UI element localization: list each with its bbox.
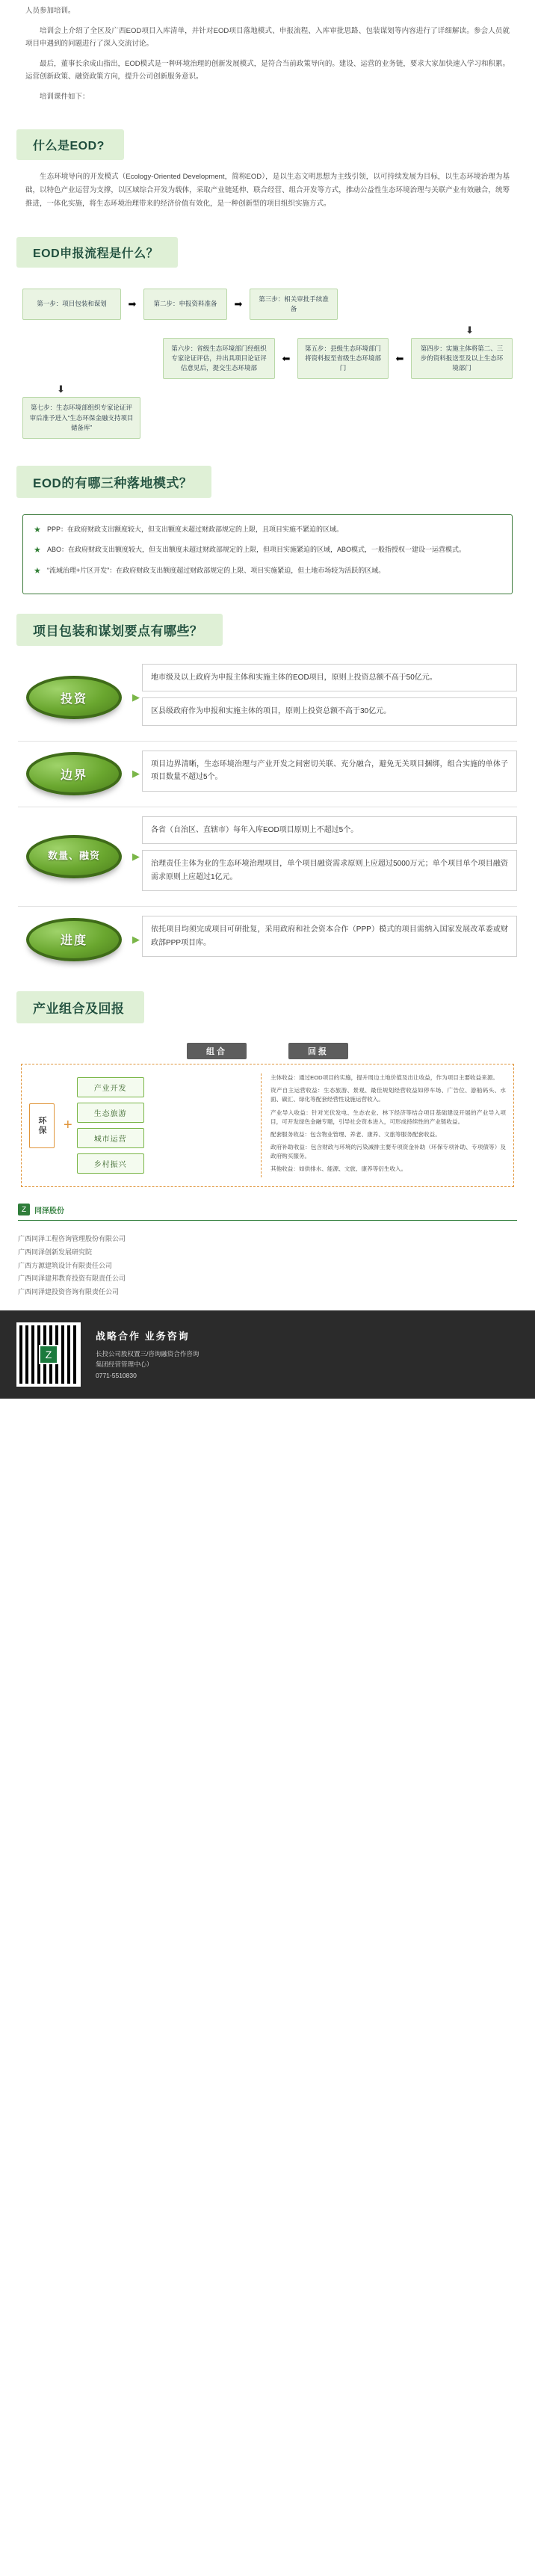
divider	[18, 741, 517, 742]
card: 地市级及以上政府为申报主体和实施主体的EOD项目，原则上投资总额不高于50亿元。	[142, 664, 517, 692]
cards	[142, 664, 517, 732]
arrow-right-icon: ➡	[128, 298, 137, 309]
flow-step-2: 第二步：申报资料准备	[143, 289, 227, 320]
list-item	[34, 544, 501, 558]
section-industry-combo	[0, 972, 535, 1034]
section-1-body	[0, 170, 535, 211]
section-heading	[16, 237, 178, 268]
mode-text: PPP：在政府财政支出额度较大，但支出额度未超过财政部规定的上限，且项目实施不紧迫的区域。	[47, 525, 344, 533]
section-process	[0, 218, 535, 278]
list-item	[34, 524, 501, 537]
pill-boundary: 边界	[26, 752, 122, 795]
pill-progress: 进度	[26, 918, 122, 961]
section-modes	[0, 446, 535, 508]
contact-title: 战略合作 业务咨询	[96, 1331, 190, 1343]
chip-city-operation: 城市运营	[77, 1128, 144, 1148]
flow-step-4: 第四步：实施主体将第二、三步的资料报送至及以上生态环境部门	[411, 338, 513, 380]
chip-industry-development: 产业开发	[77, 1077, 144, 1097]
mode-text: “流域治理+片区开发”：在政府财政支出额度超过财政部规定的上限、项目实施紧迫，但土地市场较为活跃的区域。	[47, 567, 386, 575]
flow-row-3	[22, 397, 513, 439]
return-item: 产业导入收益：针对光伏发电、生态农业、林下经济等结合项目基础建设开展的产业导入项目，可开发绿色金融专题，引导社会资本进入，可形成持续性的产业链收益。	[270, 1109, 506, 1125]
intro-paragraph-2: 最后，董事长余成山指出，EOD模式是一种环境治理的创新发展模式，是符合当前政策导向的。建设、运营的业务链，要求大家加快速入学习和积累。运营创新政策、融资政策方向，提升公司创新服务意识。	[25, 59, 510, 81]
cards	[142, 751, 517, 798]
contact-text	[96, 1328, 199, 1381]
section-heading	[16, 129, 124, 160]
section-title-1: 什么是EOD?	[16, 129, 124, 160]
flow-step-6: 第六步：省级生态环境部门经组织专家论证评估，并出具项目论证评估意见后，提交生态环境部	[163, 338, 275, 380]
industry-chips	[77, 1077, 144, 1174]
pill-col	[18, 918, 130, 961]
return-item: 配套服务收益：包含物业管理、养老、康养、文旅等服务配套收益。	[270, 1130, 441, 1138]
section-1-paragraph: 生态环境导向的开发模式（Ecology-Oriented Development，简称EOD），是以生态文明思想为主线引领，以可持续发展为目标，以生态环境治理为基础，以特色产业运营为支撑，以区域综合开发为载体，采取产业链延伸、联合经营、组合开发等方式，推动公益性生态环境治理与关联产业有效融合，统筹推进，一体化实施，将生态环境治理带来的经济价值有效化，是一种创新型的项目组织实施方式。	[25, 173, 510, 209]
combo-left	[29, 1073, 253, 1177]
pill-col	[18, 835, 130, 878]
flow-row-1	[22, 289, 513, 320]
return-item: 其他收益：如供排水、能源、文旅、康养等衍生收入。	[270, 1165, 407, 1173]
contact-phone: 0771-5510830	[96, 1371, 137, 1379]
section-title-2: EOD申报流程是什么？	[16, 237, 178, 268]
contact-line: 长投公司股权置三/咨询融资合作咨询	[96, 1350, 200, 1358]
flow-step-1: 第一步：项目包装和谋划	[22, 289, 121, 320]
list-item: 广西同泽建邦教育投资有限责任公司	[18, 1275, 126, 1283]
section-title-4: 项目包装和谋划要点有哪些？	[16, 614, 223, 646]
card: 各省（自治区、直辖市）每年入库EOD项目原则上不超过5个。	[142, 816, 517, 845]
brand-line	[18, 1204, 535, 1215]
arrow-down-icon: ⬇	[466, 324, 474, 336]
cards	[142, 816, 517, 898]
connector-icon: ▶	[132, 933, 140, 945]
returns-list	[261, 1073, 506, 1177]
list-item	[34, 565, 501, 579]
section-heading	[16, 466, 211, 498]
packaging-row-investment	[18, 664, 517, 732]
packaging-row-quantity	[18, 816, 517, 898]
section-title-3: EOD的有哪三种落地模式？	[16, 466, 211, 498]
divider	[18, 1220, 517, 1221]
logo-icon: Z	[18, 1204, 30, 1215]
card: 治理责任主体为业的生态环境治理项目，单个项目融资需求原则上应超过5000万元；单个项目单个项目融资需求原则上应超过1亿元。	[142, 850, 517, 891]
mode-text: ABO：在政府财政支出额度较大，但支出额度未超过财政部规定的上限，但项目实施紧迫的区域，ABO模式，一般指授权一建设一运营模式。	[47, 546, 466, 554]
divider	[18, 906, 517, 907]
arrow-left-icon: ⬅	[282, 352, 291, 364]
pill-col	[18, 752, 130, 795]
contact-line: 集团经营管理中心）	[96, 1361, 153, 1369]
company-list	[0, 1233, 535, 1298]
env-badge: 环保	[29, 1103, 55, 1148]
connector-icon: ▶	[132, 850, 140, 862]
flow-step-3: 第三步：相关审批手续准备	[250, 289, 338, 320]
arrow-right-icon: ➡	[234, 298, 243, 309]
pill-col	[18, 676, 130, 719]
section-heading	[16, 991, 144, 1023]
card: 区县级政府作为申报和实施主体的项目，原则上投资总额不高于30亿元。	[142, 697, 517, 726]
star-icon: ★	[34, 525, 41, 534]
intro-block	[0, 0, 535, 103]
combo-tag-left: 组合	[187, 1043, 247, 1059]
combo-tag-right: 回报	[288, 1043, 348, 1059]
pill-investment: 投资	[26, 676, 122, 719]
return-item: 主体收益：通过EOD项目的实施，提升周边土地价值及出让收益，作为项目主要收益来源。	[270, 1074, 499, 1082]
card: 项目边界清晰，生态环境治理与产业开发之间密切关联、充分融合，避免无关项目捆绑，组合实施的单体子项目数量不超过5个。	[142, 751, 517, 792]
intro-closing: 培训课件如下：	[40, 92, 90, 101]
connector-icon: ▶	[132, 768, 140, 780]
packaging-row-boundary	[18, 751, 517, 798]
pill-quantity-financing: 数量、融资	[26, 835, 122, 878]
cards	[142, 916, 517, 963]
modes-list	[22, 514, 513, 594]
star-icon: ★	[34, 567, 41, 576]
combo-block	[21, 1043, 514, 1187]
connector-icon: ▶	[132, 691, 140, 703]
star-icon: ★	[34, 546, 41, 555]
section-packaging	[0, 594, 535, 656]
arrow-left-icon: ⬅	[395, 352, 404, 364]
intro-paragraph-1: 培训会上介绍了全区及广西EOD项目入库清单，并针对EOD项目落地模式、申报流程、入库审批思路、包装谋划等内容进行了详细解读。参会人员就项目申遇到的问题进行了深入交流讨论。	[25, 26, 510, 49]
flow-row-2	[22, 338, 513, 380]
qr-logo: Z	[39, 1345, 58, 1364]
flow-step-5: 第五步：县级生态环境部门将资料报至省级生态环境部门	[297, 338, 389, 380]
section-heading	[16, 614, 223, 646]
plus-icon: +	[64, 1117, 72, 1134]
combo-box	[21, 1064, 514, 1187]
intro-line0: 人员参加培训。	[25, 7, 75, 15]
qr-code-icon	[16, 1322, 81, 1387]
return-item: 资产自主运营收益：生态旅游、景观、最佳规划经营收益如停车场、广告位、游船码头、水面、碳汇、绿化等配套经营性设施运营收入。	[270, 1087, 506, 1103]
list-item: 广西方源建筑设计有限责任公司	[18, 1261, 113, 1269]
list-item: 广西同泽工程咨询管理股份有限公司	[18, 1235, 126, 1243]
arrow-down-icon: ⬇	[57, 383, 65, 395]
list-item: 广西同泽建投资咨询有限责任公司	[18, 1287, 120, 1295]
card: 依托项目均须完成项目可研批复，采用政府和社会资本合作（PPP）模式的项目需纳入国家发展改革委或财政部PPP项目库。	[142, 916, 517, 957]
packaging-row-progress	[18, 916, 517, 963]
return-item: 政府补助收益：包含财政与环境的污染减排主要专项资金补助（环保专项补助、专项债等）及政府购买服务。	[270, 1144, 506, 1160]
chip-eco-tourism: 生态旅游	[77, 1103, 144, 1123]
section-what-is-eod	[0, 110, 535, 170]
brand-name: 同泽股份	[34, 1207, 64, 1215]
flow-step-7: 第七步：生态环境部组织专家论证评审后准予进入“生态环保金融支持项目储备库”	[22, 397, 140, 439]
footer-brand	[18, 1204, 535, 1215]
packaging-points	[18, 664, 517, 964]
list-item: 广西同泽创新发展研究院	[18, 1248, 93, 1256]
chip-rural-revitalization: 乡村振兴	[77, 1153, 144, 1174]
qr-pattern	[19, 1325, 78, 1384]
footer-contact-bar	[0, 1310, 535, 1399]
section-title-5: 产业组合及回报	[16, 991, 144, 1023]
flow-chart	[22, 289, 513, 439]
combo-headers	[21, 1043, 514, 1059]
